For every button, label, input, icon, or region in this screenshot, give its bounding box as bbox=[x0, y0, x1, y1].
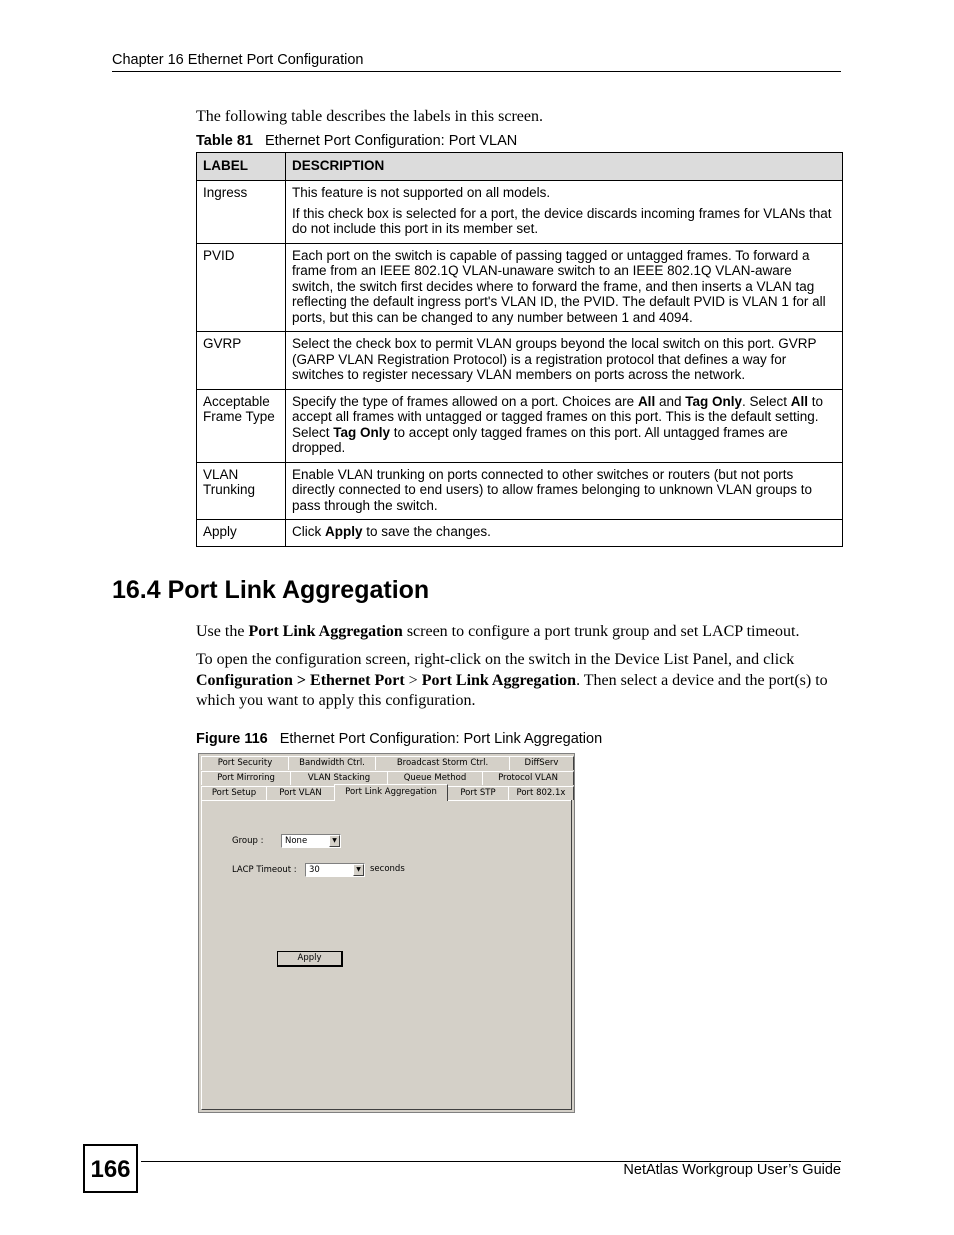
table-row bbox=[197, 389, 843, 462]
group-select[interactable] bbox=[281, 834, 341, 848]
tab-port-8021x[interactable]: Port 802.1x bbox=[508, 786, 574, 800]
guide-title: NetAtlas Workgroup User’s Guide bbox=[623, 1162, 841, 1178]
tab-vlan-stacking[interactable]: VLAN Stacking bbox=[290, 771, 388, 785]
lacp-timeout-value: 30 bbox=[309, 865, 320, 875]
tab-diffserv[interactable]: DiffServ bbox=[509, 756, 574, 770]
group-select-value: None bbox=[285, 836, 308, 846]
figure-caption-text: Ethernet Port Configuration: Port Link Aggregation bbox=[279, 731, 603, 747]
table-row bbox=[197, 243, 843, 332]
table-row bbox=[197, 332, 843, 390]
label-description-table bbox=[196, 152, 843, 547]
row-label: PVID bbox=[197, 243, 286, 332]
body-paragraph: Use the Port Link Aggregation screen to configure a port trunk group and set LACP timeout. bbox=[196, 623, 800, 640]
chevron-down-icon[interactable]: ▼ bbox=[329, 835, 340, 847]
port-link-aggregation-screenshot bbox=[198, 753, 575, 1113]
tab-broadcast-storm-ctrl[interactable]: Broadcast Storm Ctrl. bbox=[375, 756, 510, 770]
figure-caption bbox=[196, 731, 602, 747]
table-caption bbox=[196, 133, 517, 149]
tab-port-setup[interactable]: Port Setup bbox=[201, 786, 267, 800]
chevron-down-icon[interactable]: ▼ bbox=[353, 864, 364, 876]
row-description: Each port on the switch is capable of passing tagged or untagged frames. To forward a frame from an IEEE 802.1Q VLAN-unaware switch to an IEEE 802.1Q VLAN-aware switch, the switch first decides where to forward the frame, and then inserts a VLAN tag reflecting the default ingress port's VLAN ID, the PVID. The default PVID is VLAN 1 for all ports, but this can be changed to any number between 1 and 4094. bbox=[286, 243, 843, 332]
apply-button[interactable]: Apply bbox=[277, 951, 343, 967]
section-heading: 16.4 Port Link Aggregation bbox=[112, 576, 430, 604]
header-rule bbox=[112, 71, 841, 72]
tab-protocol-vlan[interactable]: Protocol VLAN bbox=[482, 771, 574, 785]
row-label: Acceptable Frame Type bbox=[197, 389, 286, 462]
tab-panel bbox=[201, 800, 572, 1110]
row-description: Enable VLAN trunking on ports connected to other switches or routers (but not ports directly connected to end users) to allow frames belonging to unknown VLAN groups to pass through the switch. bbox=[286, 462, 843, 520]
table-header-row bbox=[197, 153, 843, 181]
table-caption-text: Ethernet Port Configuration: Port VLAN bbox=[264, 133, 518, 149]
figure-caption-number: Figure 116 bbox=[196, 731, 268, 747]
row-label: VLAN Trunking bbox=[197, 462, 286, 520]
table-row bbox=[197, 520, 843, 547]
page-number: 166 bbox=[83, 1144, 138, 1193]
tab-bandwidth-ctrl[interactable]: Bandwidth Ctrl. bbox=[288, 756, 376, 770]
chapter-header: Chapter 16 Ethernet Port Configuration bbox=[112, 52, 364, 68]
tab-port-vlan[interactable]: Port VLAN bbox=[266, 786, 335, 800]
tab-port-link-aggregation[interactable]: Port Link Aggregation bbox=[334, 784, 448, 801]
tab-queue-method[interactable]: Queue Method bbox=[387, 771, 483, 785]
row-description: Click Apply to save the changes. bbox=[286, 520, 843, 547]
row-label: GVRP bbox=[197, 332, 286, 390]
lacp-timeout-label: LACP Timeout : bbox=[232, 865, 297, 875]
row-label: Apply bbox=[197, 520, 286, 547]
column-header-label: LABEL bbox=[197, 153, 286, 181]
row-label: Ingress bbox=[197, 181, 286, 244]
row-description: Specify the type of frames allowed on a port. Choices are All and Tag Only. Select All to accept all frames with untagged or tagged frames on this port. This is the default setting. Select Tag Only to accept only tagged frames on this port. All untagged frames are dropped. bbox=[286, 389, 843, 462]
tab-port-mirroring[interactable]: Port Mirroring bbox=[201, 771, 291, 785]
table-row bbox=[197, 462, 843, 520]
lacp-timeout-select[interactable] bbox=[305, 863, 365, 877]
row-description: Select the check box to permit VLAN groups beyond the local switch on this port. GVRP (GARP VLAN Registration Protocol) is a registration protocol that defines a way for switches to register necessary VLAN members on ports across the network. bbox=[286, 332, 843, 390]
table-row bbox=[197, 181, 843, 244]
body-paragraph: To open the configuration screen, right-click on the switch in the Device List Panel, and click Configuration > Ethernet Port > Port Link Aggregation. Then select a device and the port(s) to which you want to apply this configuration. bbox=[196, 651, 828, 709]
tab-port-security[interactable]: Port Security bbox=[201, 756, 289, 770]
group-label: Group : bbox=[232, 836, 264, 846]
lacp-timeout-unit: seconds bbox=[370, 864, 405, 874]
intro-text: The following table describes the labels in this screen. bbox=[196, 108, 544, 125]
row-description: This feature is not supported on all models. If this check box is selected for a port, the device discards incoming frames for VLANs that do not include this port in its member set. bbox=[286, 181, 843, 244]
column-header-description: DESCRIPTION bbox=[286, 153, 843, 181]
tab-port-stp[interactable]: Port STP bbox=[447, 786, 509, 800]
table-caption-number: Table 81 bbox=[196, 133, 253, 149]
